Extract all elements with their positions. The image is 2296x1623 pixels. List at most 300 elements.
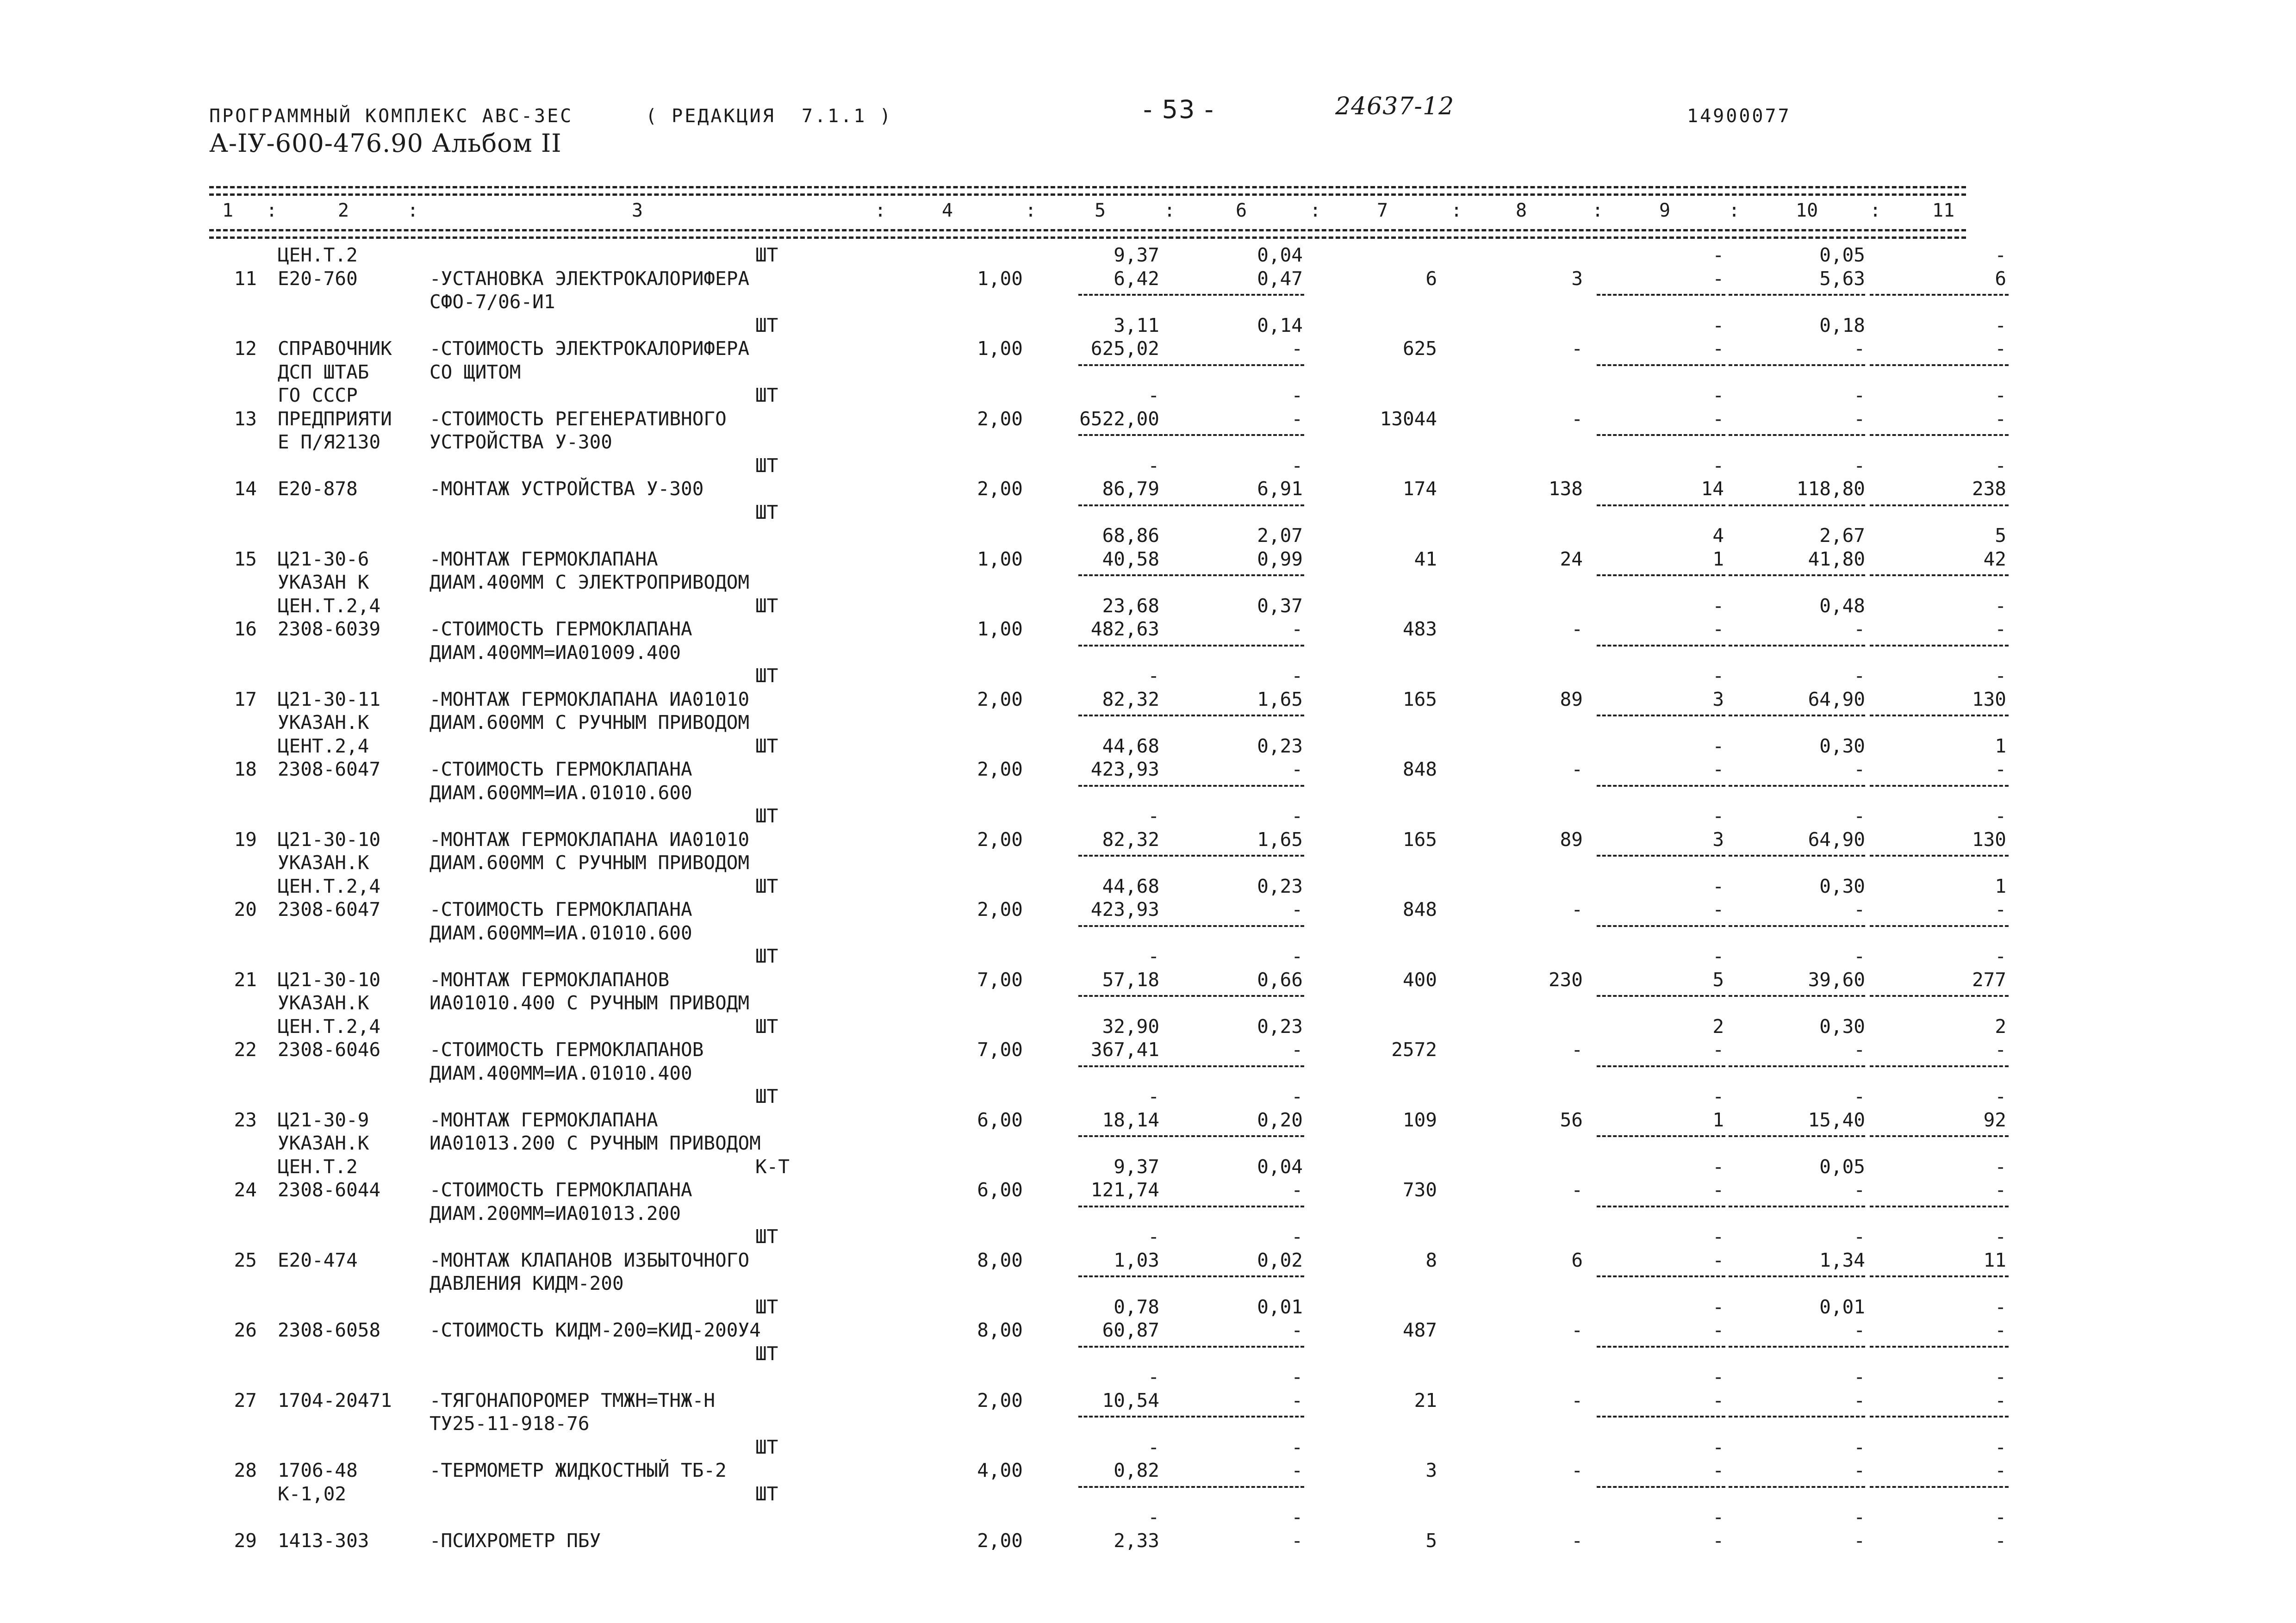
cell-underline — [1078, 785, 1163, 787]
second-line-c9: - — [1712, 1085, 1724, 1107]
value-c8: - — [1571, 407, 1583, 430]
code-line: Ц21-30-10 — [278, 828, 381, 851]
row-number: 27 — [234, 1389, 257, 1412]
code-line: УКАЗАН К — [278, 571, 369, 593]
item-name-line: -МОНТАЖ ГЕРМОКЛАПАНОВ — [429, 968, 670, 991]
quantity: 6,00 — [977, 1179, 1023, 1201]
second-line-c9: - — [1712, 384, 1724, 406]
item-name-line: -СТОИМОСТЬ ЭЛЕКТРОКАЛОРИФЕРА — [429, 337, 750, 360]
second-line-c10: - — [1854, 454, 1865, 477]
cell-underline — [1597, 715, 1725, 716]
item-name-line: -СТОИМОСТЬ ГЕРМОКЛАПАНА — [429, 1179, 692, 1201]
second-line-c6: 0,37 — [1257, 594, 1303, 617]
value-c6: 0,66 — [1257, 968, 1303, 991]
column-separator: : — [407, 200, 419, 221]
code-line: ЦЕН.Т.2,4 — [278, 875, 381, 897]
value-c5: 6,42 — [1114, 267, 1159, 290]
row-number: 20 — [234, 898, 257, 920]
value-c5: 2,33 — [1114, 1529, 1159, 1552]
second-line-c10: - — [1854, 945, 1865, 967]
cell-underline — [1729, 1065, 1865, 1067]
value-c8: - — [1571, 1038, 1583, 1061]
value-c5: 10,54 — [1102, 1389, 1159, 1412]
unit-label: ШТ — [755, 1225, 778, 1248]
code-line: ГО СССР — [278, 384, 358, 406]
second-line-c11: - — [1995, 1155, 2006, 1178]
quantity: 1,00 — [977, 337, 1023, 360]
item-name-line: -МОНТАЖ ГЕРМОКЛАПАНА ИА01010 — [429, 828, 750, 851]
value-c10: - — [1854, 1319, 1865, 1341]
value-c6: - — [1291, 1389, 1303, 1412]
value-c11: - — [1995, 1389, 2006, 1412]
code-line: Е20-474 — [278, 1249, 358, 1271]
code-line: ЦЕН.Т.2,4 — [278, 1015, 381, 1038]
cell-underline — [1597, 1346, 1725, 1348]
column-separator: : — [1592, 200, 1604, 221]
unit-label: ШТ — [755, 1015, 778, 1038]
value-c11: 6 — [1995, 267, 2006, 290]
value-c5: 57,18 — [1102, 968, 1159, 991]
second-line-c10: 0,05 — [1819, 1155, 1865, 1178]
column-header: 6 — [1236, 200, 1247, 221]
row-number: 26 — [234, 1319, 257, 1341]
code-line: 2308-6058 — [278, 1319, 381, 1341]
second-line-c11: - — [1995, 384, 2006, 406]
item-name-line: УСТРОЙСТВА У-300 — [429, 431, 612, 453]
quantity: 8,00 — [977, 1249, 1023, 1271]
value-c10: - — [1854, 618, 1865, 640]
cell-underline — [1078, 1486, 1163, 1488]
second-line-c11: - — [1995, 454, 2006, 477]
cell-underline — [1164, 855, 1304, 857]
value-c5: 40,58 — [1102, 547, 1159, 570]
cell-underline — [1870, 785, 2009, 787]
second-line-c11: 2 — [1995, 1015, 2006, 1038]
value-c7: 625 — [1402, 337, 1437, 360]
cell-underline — [1597, 1416, 1725, 1418]
item-name-line: -СТОИМОСТЬ КИДМ-200=КИД-200У4 — [429, 1319, 761, 1341]
cell-underline — [1597, 294, 1725, 296]
item-name-line: ДАВЛЕНИЯ КИДМ-200 — [429, 1272, 624, 1294]
value-c7: 165 — [1402, 828, 1437, 851]
value-c8: 138 — [1548, 478, 1583, 500]
item-name-line: ТУ25-11-918-76 — [429, 1412, 590, 1435]
value-c6: - — [1291, 618, 1303, 640]
item-name-line: СФО-7/06-И1 — [429, 291, 555, 313]
code-line: УКАЗАН.К — [278, 852, 369, 874]
cell-underline — [1597, 1065, 1725, 1067]
code-line: Е П/Я2130 — [278, 431, 381, 453]
value-c10: - — [1854, 758, 1865, 780]
value-c10: - — [1854, 1459, 1865, 1481]
second-line-c11: 1 — [1995, 734, 2006, 757]
value-c8: 6 — [1571, 1249, 1583, 1271]
cell-underline — [1729, 645, 1865, 647]
quantity: 2,00 — [977, 828, 1023, 851]
value-c6: - — [1291, 1459, 1303, 1481]
cell-underline — [1078, 504, 1163, 506]
row-number: 29 — [234, 1529, 257, 1552]
cell-underline — [1870, 995, 2009, 997]
quantity: 1,00 — [977, 547, 1023, 570]
cell-underline — [1078, 1346, 1163, 1348]
column-header: 11 — [1932, 200, 1955, 221]
cell-underline — [1078, 1416, 1163, 1418]
cell-underline — [1597, 364, 1725, 366]
cell-underline — [1597, 1135, 1725, 1137]
value-c5: 18,14 — [1102, 1108, 1159, 1131]
cell-underline — [1597, 645, 1725, 647]
cell-underline — [1597, 574, 1725, 576]
value-c9: 1 — [1712, 1108, 1724, 1131]
unit-label: ШТ — [755, 454, 778, 477]
item-name-line: ДИАМ.200ММ=ИА01013.200 — [429, 1202, 681, 1225]
row-number: 13 — [234, 407, 257, 430]
second-line-c9: - — [1712, 1506, 1724, 1528]
second-line-c10: - — [1854, 1436, 1865, 1458]
second-line-c6: - — [1291, 454, 1303, 477]
second-line-c5: - — [1148, 454, 1159, 477]
second-line-c11: - — [1995, 594, 2006, 617]
cell-underline — [1078, 434, 1163, 436]
quantity: 1,00 — [977, 267, 1023, 290]
second-line-c5: 23,68 — [1102, 594, 1159, 617]
value-c7: 13044 — [1380, 407, 1437, 430]
cell-underline — [1729, 1206, 1865, 1207]
value-c11: 11 — [1983, 1249, 2006, 1271]
program-title: ПРОГРАММНЫЙ КОМПЛЕКС АВС-3ЕС — [209, 106, 573, 127]
second-line-c5: - — [1148, 1436, 1159, 1458]
value-c8: 89 — [1560, 828, 1583, 851]
value-c6: 0,47 — [1257, 267, 1303, 290]
item-name-line: -СТОИМОСТЬ РЕГЕНЕРАТИВНОГО — [429, 407, 727, 430]
unit-label: ШТ — [755, 1295, 778, 1318]
item-name-line: -СТОИМОСТЬ ГЕРМОКЛАПАНА — [429, 898, 692, 920]
value-c5: 82,32 — [1102, 688, 1159, 710]
cell-underline — [1870, 574, 2009, 576]
cell-underline — [1078, 855, 1163, 857]
value-c10: 5,63 — [1819, 267, 1865, 290]
second-line-c6: - — [1291, 1225, 1303, 1248]
value-c10: - — [1854, 898, 1865, 920]
row-number: 21 — [234, 968, 257, 991]
cell-underline — [1164, 1416, 1304, 1418]
row-number: 17 — [234, 688, 257, 710]
item-name-line: -МОНТАЖ ГЕРМОКЛАПАНА ИА01010 — [429, 688, 750, 710]
second-line-c6: 0,14 — [1257, 314, 1303, 336]
second-line-c9: - — [1712, 1436, 1724, 1458]
cell-underline — [1870, 504, 2009, 506]
item-name-line: -СТОИМОСТЬ ГЕРМОКЛАПАНА — [429, 758, 692, 780]
code-line: ЦЕН.Т.2,4 — [278, 594, 381, 617]
value-c7: 400 — [1402, 968, 1437, 991]
second-line-c6: - — [1291, 1085, 1303, 1107]
edition-label: ( РЕДАКЦИЯ 7.1.1 ) — [646, 106, 893, 127]
quantity: 2,00 — [977, 1529, 1023, 1552]
second-line-c10: 0,30 — [1819, 875, 1865, 897]
column-header: 9 — [1659, 200, 1671, 221]
second-line-c6: - — [1291, 945, 1303, 967]
second-line-c11: - — [1995, 314, 2006, 336]
cell-underline — [1164, 785, 1304, 787]
cell-underline — [1729, 504, 1865, 506]
second-line-c10: - — [1854, 1506, 1865, 1528]
second-line-c9: - — [1712, 734, 1724, 757]
second-line-c9: - — [1712, 945, 1724, 967]
cell-underline — [1597, 1206, 1725, 1207]
second-line-c6: - — [1291, 1436, 1303, 1458]
value-c9: - — [1712, 337, 1724, 360]
second-line-c10: 0,01 — [1819, 1295, 1865, 1318]
value-c6: 1,65 — [1257, 688, 1303, 710]
second-line-c9: 4 — [1712, 524, 1724, 547]
second-line-c9: - — [1712, 875, 1724, 897]
second-line-c9: - — [1712, 1155, 1724, 1178]
quantity: 2,00 — [977, 1389, 1023, 1412]
second-line-c11: - — [1995, 945, 2006, 967]
second-line-c5: - — [1148, 945, 1159, 967]
value-c7: 730 — [1402, 1179, 1437, 1201]
cell-underline — [1870, 1486, 2009, 1488]
cell-underline — [1729, 1275, 1865, 1277]
value-c6: - — [1291, 337, 1303, 360]
cell-underline — [1729, 1486, 1865, 1488]
code-line: 1413-303 — [278, 1529, 369, 1552]
code-line: УКАЗАН.К — [278, 1132, 369, 1154]
second-line-col5: 9,37 — [1114, 244, 1159, 266]
cell-underline — [1078, 1065, 1163, 1067]
value-c8: - — [1571, 1459, 1583, 1481]
column-header: 4 — [942, 200, 953, 221]
cell-underline — [1870, 364, 2009, 366]
second-line-c10: 0,18 — [1819, 314, 1865, 336]
value-c8: 230 — [1548, 968, 1583, 991]
second-line-c9: - — [1712, 1225, 1724, 1248]
cell-underline — [1729, 364, 1865, 366]
cell-underline — [1729, 574, 1865, 576]
quantity: 2,00 — [977, 898, 1023, 920]
value-c7: 487 — [1402, 1319, 1437, 1341]
value-c6: 1,65 — [1257, 828, 1303, 851]
value-c11: - — [1995, 618, 2006, 640]
cell-underline — [1870, 645, 2009, 647]
value-c11: 130 — [1972, 688, 2006, 710]
second-line-c6: 2,07 — [1257, 524, 1303, 547]
cell-underline — [1078, 925, 1163, 927]
value-c9: - — [1712, 407, 1724, 430]
value-c11: - — [1995, 758, 2006, 780]
cell-underline — [1729, 925, 1865, 927]
row-number: 19 — [234, 828, 257, 851]
cell-underline — [1078, 995, 1163, 997]
unit-label: ШТ — [755, 1342, 778, 1365]
cell-underline — [1164, 434, 1304, 436]
column-header: 2 — [338, 200, 349, 221]
item-name-line: ДИАМ.400ММ=ИА01009.400 — [429, 641, 681, 664]
cell-underline — [1729, 855, 1865, 857]
second-line-c10: - — [1854, 1225, 1865, 1248]
column-separator: : — [1451, 200, 1462, 221]
value-c9: - — [1712, 267, 1724, 290]
value-c5: 423,93 — [1090, 898, 1159, 920]
value-c7: 165 — [1402, 688, 1437, 710]
item-name-line: -МОНТАЖ ГЕРМОКЛАПАНА — [429, 1108, 658, 1131]
code-line: УКАЗАН.К — [278, 711, 369, 734]
item-name-line: -ПСИХРОМЕТР ПБУ — [429, 1529, 601, 1552]
second-line-col11: - — [1995, 244, 2006, 266]
value-c5: 121,74 — [1090, 1179, 1159, 1201]
value-c8: 56 — [1560, 1108, 1583, 1131]
second-line-c5: 9,37 — [1114, 1155, 1159, 1178]
second-line-col9: - — [1712, 244, 1724, 266]
code-line: 1706-48 — [278, 1459, 358, 1481]
value-c11: - — [1995, 337, 2006, 360]
value-c11: - — [1995, 407, 2006, 430]
column-separator: : — [1729, 200, 1740, 221]
item-name-line: ИА01013.200 С РУЧНЫМ ПРИВОДОМ — [429, 1132, 761, 1154]
value-c6: 6,91 — [1257, 478, 1303, 500]
value-c8: 24 — [1560, 547, 1583, 570]
second-line-c11: - — [1995, 1085, 2006, 1107]
second-line-c11: - — [1995, 1436, 2006, 1458]
value-c9: - — [1712, 1389, 1724, 1412]
quantity: 2,00 — [977, 758, 1023, 780]
unit-label: ШТ — [755, 1482, 778, 1505]
second-line-c9: - — [1712, 594, 1724, 617]
row-number: 14 — [234, 478, 257, 500]
column-separator: : — [1310, 200, 1321, 221]
item-name-line: ИА01010.400 С РУЧНЫМ ПРИВОДМ — [429, 992, 750, 1014]
second-line-c9: - — [1712, 1295, 1724, 1318]
cell-underline — [1729, 995, 1865, 997]
value-c6: - — [1291, 407, 1303, 430]
value-c10: 64,90 — [1808, 828, 1865, 851]
cell-underline — [1870, 434, 2009, 436]
value-c10: 64,90 — [1808, 688, 1865, 710]
value-c10: - — [1854, 407, 1865, 430]
cell-underline — [1078, 294, 1163, 296]
cell-underline — [1164, 1206, 1304, 1207]
second-line-c9: - — [1712, 1366, 1724, 1388]
cell-underline — [1729, 1416, 1865, 1418]
value-c9: 3 — [1712, 828, 1724, 851]
column-header: 7 — [1377, 200, 1388, 221]
value-c8: - — [1571, 1529, 1583, 1552]
value-c7: 2572 — [1391, 1038, 1437, 1061]
second-line-c10: 0,48 — [1819, 594, 1865, 617]
unit-label: ШТ — [755, 945, 778, 967]
value-c5: 6522,00 — [1079, 407, 1159, 430]
column-header: 5 — [1095, 200, 1106, 221]
row-number: 25 — [234, 1249, 257, 1271]
column-header: 8 — [1516, 200, 1527, 221]
code-line: 2308-6047 — [278, 898, 381, 920]
unit-label: ШТ — [755, 314, 778, 336]
cell-underline — [1729, 294, 1865, 296]
document-number: 14900077 — [1687, 106, 1791, 127]
cell-underline — [1078, 715, 1163, 716]
value-c11: 130 — [1972, 828, 2006, 851]
value-c6: 0,20 — [1257, 1108, 1303, 1131]
cell-underline — [1164, 1346, 1304, 1348]
value-c8: - — [1571, 337, 1583, 360]
second-line-c6: 0,01 — [1257, 1295, 1303, 1318]
value-c9: 5 — [1712, 968, 1724, 991]
value-c6: - — [1291, 758, 1303, 780]
code-line: К-1,02 — [278, 1482, 347, 1505]
quantity: 2,00 — [977, 688, 1023, 710]
second-line-c9: - — [1712, 805, 1724, 827]
cell-underline — [1164, 1135, 1304, 1137]
value-c10: 118,80 — [1796, 478, 1865, 500]
second-line-c11: - — [1995, 1225, 2006, 1248]
cell-underline — [1870, 1346, 2009, 1348]
value-c6: 0,99 — [1257, 547, 1303, 570]
code-line: Ц21-30-10 — [278, 968, 381, 991]
cell-underline — [1597, 1486, 1725, 1488]
cell-underline — [1078, 364, 1163, 366]
value-c8: - — [1571, 898, 1583, 920]
column-separator: : — [1870, 200, 1881, 221]
cell-underline — [1729, 1346, 1865, 1348]
value-c5: 1,03 — [1114, 1249, 1159, 1271]
row-number: 12 — [234, 337, 257, 360]
second-line-c6: 0,23 — [1257, 734, 1303, 757]
second-line-c6: - — [1291, 805, 1303, 827]
second-line-c5: 44,68 — [1102, 734, 1159, 757]
item-name-line: ДИАМ.600ММ С РУЧНЫМ ПРИВОДОМ — [429, 711, 750, 734]
item-name-line: -УСТАНОВКА ЭЛЕКТРОКАЛОРИФЕРА — [429, 267, 750, 290]
code-line: Ц21-30-11 — [278, 688, 381, 710]
second-line-c10: - — [1854, 665, 1865, 687]
value-c8: - — [1571, 1179, 1583, 1201]
value-c10: - — [1854, 1179, 1865, 1201]
item-name-line: СО ЩИТОМ — [429, 361, 521, 383]
unit-label: К-Т — [755, 1155, 790, 1178]
cell-underline — [1164, 504, 1304, 506]
second-line-c10: - — [1854, 384, 1865, 406]
second-line-c10: - — [1854, 1085, 1865, 1107]
row-number: 23 — [234, 1108, 257, 1131]
value-c5: 82,32 — [1102, 828, 1159, 851]
value-c5: 367,41 — [1090, 1038, 1159, 1061]
second-line-c10: 2,67 — [1819, 524, 1865, 547]
value-c7: 21 — [1414, 1389, 1437, 1412]
cell-underline — [1164, 1486, 1304, 1488]
value-c9: 3 — [1712, 688, 1724, 710]
value-c7: 174 — [1402, 478, 1437, 500]
cell-underline — [1164, 645, 1304, 647]
cell-underline — [1164, 574, 1304, 576]
value-c9: - — [1712, 618, 1724, 640]
code-line: 2308-6046 — [278, 1038, 381, 1061]
quantity: 1,00 — [977, 618, 1023, 640]
document-code: 24637-12 — [1335, 93, 1455, 120]
unit-label: ШТ — [755, 1085, 778, 1107]
cell-underline — [1870, 925, 2009, 927]
unit-label: ШТ — [755, 1436, 778, 1458]
cell-underline — [1164, 294, 1304, 296]
unit-label: ШТ — [755, 805, 778, 827]
value-c9: - — [1712, 898, 1724, 920]
value-c7: 6 — [1425, 267, 1437, 290]
second-line-c11: - — [1995, 665, 2006, 687]
value-c9: - — [1712, 1038, 1724, 1061]
second-line-c6: 0,23 — [1257, 1015, 1303, 1038]
quantity: 8,00 — [977, 1319, 1023, 1341]
value-c11: - — [1995, 1319, 2006, 1341]
cell-underline — [1078, 1206, 1163, 1207]
